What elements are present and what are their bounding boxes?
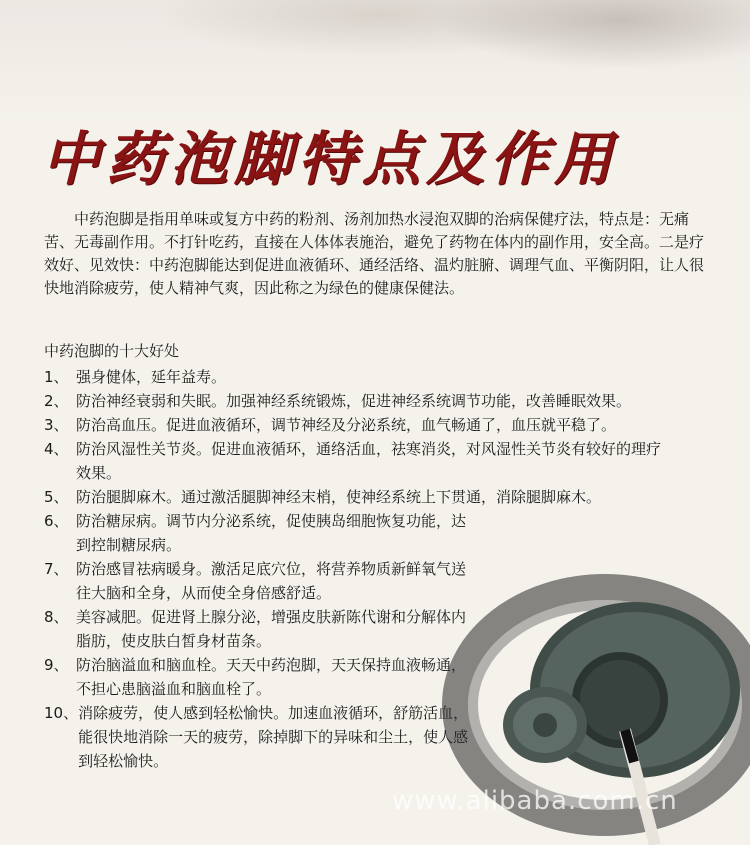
list-item	[44, 389, 664, 413]
item-number: 10、	[44, 704, 79, 722]
item-text: 防治糖尿病。调节内分泌系统，促使胰岛细胞恢复功能，达到控制糖尿病。	[76, 512, 467, 554]
list-item	[44, 413, 664, 437]
item-text: 防治风湿性关节炎。促进血液循环，通络活血，祛寒消炎，对风湿性关节炎有较好的理疗效果。	[76, 440, 662, 482]
page-title: 中药泡脚特点及作用	[42, 125, 619, 193]
item-number: 2、	[44, 392, 77, 410]
item-number: 7、	[44, 560, 77, 578]
mountain-background	[0, 0, 750, 120]
item-text: 防治脑溢血和脑血栓。天天中药泡脚，天天保持血液畅通，不担心患脑溢血和脑血栓了。	[76, 656, 467, 698]
item-number: 5、	[44, 488, 77, 506]
list-item	[44, 437, 664, 485]
list-item	[44, 365, 664, 389]
item-text: 强身健体，延年益寿。	[76, 368, 227, 386]
item-text: 防治腿脚麻木。通过激活腿脚神经末梢，使神经系统上下贯通，消除腿脚麻木。	[76, 488, 602, 506]
benefits-heading: 中药泡脚的十大好处	[44, 342, 180, 360]
list-item	[44, 485, 664, 509]
item-text: 防治感冒祛病暖身。激活足底穴位，将营养物质新鲜氧气送往大脑和全身，从而使全身倍感舒适。	[76, 560, 467, 602]
item-number: 3、	[44, 416, 77, 434]
watermark: www.alibaba.com.cn	[392, 786, 678, 816]
item-number: 9、	[44, 656, 77, 674]
item-text: 美容减肥。促进肾上腺分泌，增强皮肤新陈代谢和分解体内脂肪，使皮肤白皙身材苗条。	[76, 608, 467, 650]
intro-paragraph: 中药泡脚是指用单味或复方中药的粉剂、汤剂加热水浸泡双脚的治病保健疗法，特点是：无痛苦、无毒副作用。不打针吃药，直接在人体体表施治，避免了药物在体内的副作用，安全高。二是疗效好、见效快：中药泡脚能达到促进血液循环、通经活络、温灼脏腑、调理气血、平衡阴阳，让人很快地消除疲劳，使人精神气爽，因此称之为绿色的健康保健法。	[44, 210, 705, 297]
item-number: 4、	[44, 440, 77, 458]
item-text: 防治高血压。促进血液循环，调节神经及分泌系统，血气畅通了，血压就平稳了。	[76, 416, 617, 434]
item-number: 1、	[44, 368, 77, 386]
item-number: 6、	[44, 512, 77, 530]
item-text: 消除疲劳，使人感到轻松愉快。加速血液循环，舒筋活血，能很快地消除一天的疲劳，除掉脚下的异味和尘土，使人感到轻松愉快。	[78, 704, 469, 770]
item-text: 防治神经衰弱和失眠。加强神经系统锻炼，促进神经系统调节功能，改善睡眠效果。	[76, 392, 632, 410]
item-number: 8、	[44, 608, 77, 626]
